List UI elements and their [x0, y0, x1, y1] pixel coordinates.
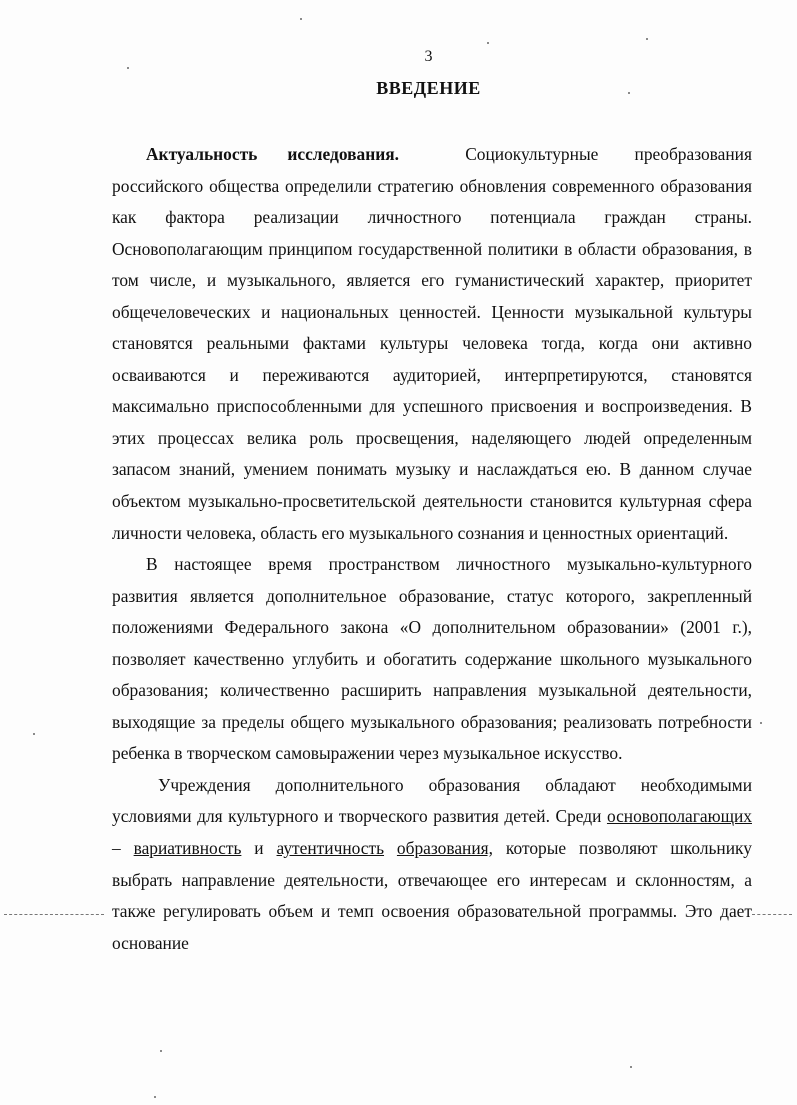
scan-speck: [630, 1066, 632, 1068]
document-body: [112, 139, 752, 959]
underlined-term-foundational: основополагающих: [606, 806, 752, 827]
scan-speck: [33, 733, 35, 735]
scan-speck: [628, 92, 630, 94]
underlined-term-authenticity: аутентичность: [276, 838, 385, 859]
lead-term-2: исследования.: [287, 144, 399, 164]
scan-speck: [760, 722, 762, 724]
dash-text: –: [112, 838, 121, 859]
paragraph-relevance-text: Социокультурные преобразования российского общества определили стратегию обновления современного образования как фактора реализации личностного потенциала граждан страны. Основополагающим принципом государственной политики в области образования, в том числе, и музыкального, является его гуманистический характер, приоритет общечеловеческих и национальных ценностей. Ценности музыкальной культуры становятся реальными фактами культуры человека тогда, когда они активно осваиваются и переживаются аудиторией, интерпретируются, становятся максимально приспособленными для успешного присвоения и воспроизведения. В этих процессах велика роль просвещения, наделяющего людей определенным запасом знаний, умением понимать музыку и наслаждаться ею. В данном случае объектом музыкально-просветительской деятельности становится культурная сфера личности человека, область его музыкального сознания и ценностных ориентаций.: [112, 144, 752, 543]
section-title: ВВЕДЕНИЕ: [376, 78, 481, 98]
scan-dash-left: [4, 914, 104, 915]
scan-speck: [300, 18, 302, 20]
scan-speck: [154, 1096, 156, 1098]
scan-speck: [160, 1050, 162, 1052]
underlined-term-education: образования,: [396, 838, 494, 859]
paragraph-additional-education-text: В настоящее время пространством личностного музыкально-культурного развития является дополнительное образование, статус которого, закрепленный положениями Федерального закона «О дополнительном образовании» (2001 г.), позволяет качественно углубить и обогатить содержание школьного музыкального образования; количественно расширить направления музыкальной деятельности, выходящие за пределы общего музыкального образования; реализовать потребности ребенка в творческом самовыражении через музыкальное искусство.: [112, 554, 752, 764]
scan-speck: [646, 38, 648, 40]
lead-term-1: Актуальность: [146, 144, 258, 164]
scan-dash-right: [752, 914, 792, 915]
conjunction-text: и: [254, 838, 264, 859]
paragraph-institutions-start: Учреждения дополнительного образования обладают необходимыми условиями для культурного и творческого развития детей. Среди: [112, 774, 752, 827]
paragraph-institutions: [112, 770, 752, 959]
scan-speck: [487, 42, 489, 44]
page-number: 3: [424, 48, 433, 65]
underlined-term-variability: вариативность: [133, 838, 242, 859]
scan-speck: [127, 67, 129, 69]
paragraph-institutions-end: которые позволяют школьнику выбрать направление деятельности, отвечающее его интересам и склонностям, а также регулировать объем и темп освоения образовательной программы. Это дает основание: [112, 838, 752, 953]
paragraph-relevance: [112, 139, 752, 549]
paragraph-additional-education: [112, 549, 752, 770]
